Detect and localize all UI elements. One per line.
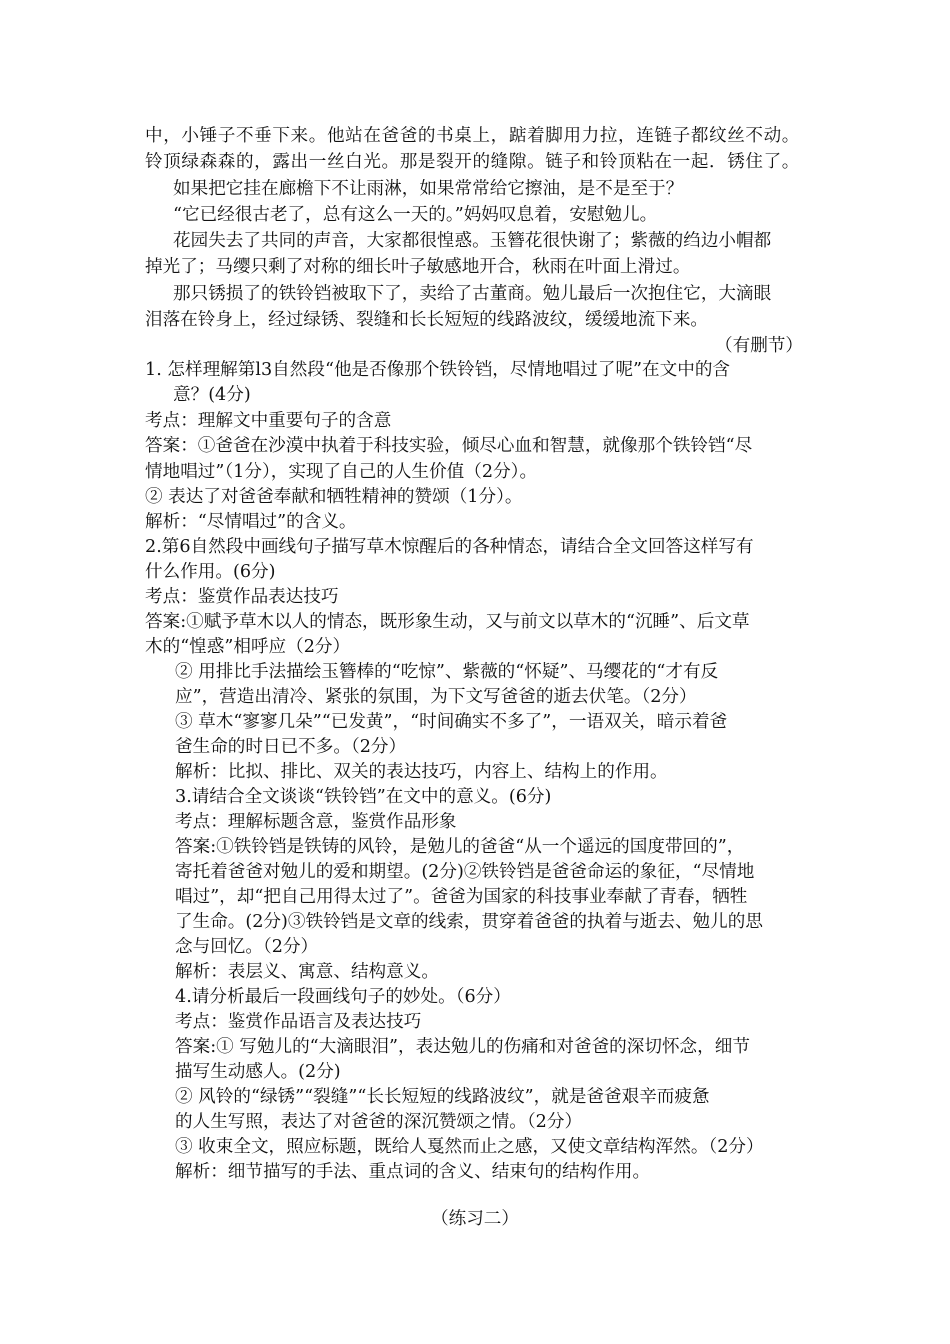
question-2-answer: 应”，营造出清冷、紧张的氛围，为下文写爸爸的逝去伏笔。（2分） bbox=[175, 687, 697, 707]
question-3-answer: 答案:①铁铃铛是铁铸的风铃，是勉儿的爸爸“从一个遥远的国度带回的”， bbox=[175, 837, 745, 857]
question-3-answer: 了生命。(2分)③铁铃铛是文章的线索，贯穿着爸爸的执着与逝去、勉儿的思 bbox=[175, 912, 763, 932]
question-4-answer: ② 风铃的“绿锈”“裂缝”“长长短短的线路波纹”，就是爸爸艰辛而疲惫 bbox=[175, 1087, 710, 1107]
question-2-point: 考点：鉴赏作品表达技巧 bbox=[145, 587, 339, 607]
story-line: 花园失去了共同的声音，大家都很惶惑。玉簪花很快谢了；紫薇的绉边小帽都 bbox=[173, 231, 772, 251]
question-4-analysis: 解析：细节描写的手法、重点词的含义、结束句的结构作用。 bbox=[175, 1162, 651, 1182]
question-2-analysis: 解析：比拟、排比、双关的表达技巧，内容上、结构上的作用。 bbox=[175, 762, 668, 782]
story-line: 那只锈损了的铁铃铛被取下了，卖给了古董商。勉儿最后一次抱住它，大滴眼 bbox=[173, 284, 772, 304]
question-4-answer: 的人生写照，表达了对爸爸的深沉赞颂之情。（2分） bbox=[175, 1112, 583, 1132]
story-line: 中，小锤子不垂下来。他站在爸爸的书桌上，踮着脚用力拉，连链子都纹丝不动。 bbox=[145, 126, 800, 146]
story-line: 铃顶绿森森的，露出一丝白光。那是裂开的缝隙。链子和铃顶粘在一起．锈住了。 bbox=[145, 152, 800, 172]
question-3-analysis: 解析：表层义、寓意、结构意义。 bbox=[175, 962, 439, 982]
section-heading: （练习二） bbox=[431, 1209, 519, 1229]
question-3-answer: 念与回忆。（2分） bbox=[175, 937, 319, 957]
question-1-answer: 答案：①爸爸在沙漠中执着于科技实验，倾尽心血和智慧，就像那个铁铃铛“尽 bbox=[145, 436, 753, 456]
question-4-answer: 答案:① 写勉儿的“大滴眼泪”，表达勉儿的伤痛和对爸爸的深切怀念，细节 bbox=[175, 1037, 750, 1057]
question-2-answer: ② 用排比手法描绘玉簪棒的“吃惊”、紫薇的“怀疑”、马缨花的“才有反 bbox=[175, 662, 719, 682]
question-3-answer: 寄托着爸爸对勉儿的爱和期望。(2分)②铁铃铛是爸爸命运的象征，“尽情地 bbox=[175, 862, 755, 882]
question-1-answer: ② 表达了对爸爸奉献和牺牲精神的赞颂（1分）。 bbox=[145, 487, 523, 507]
question-3-text: 3.请结合全文谈谈“铁铃铛”在文中的意义。(6分) bbox=[175, 787, 552, 807]
question-1-point: 考点：理解文中重要句子的含意 bbox=[145, 411, 392, 431]
story-line: 如果把它挂在廊檐下不让雨淋，如果常常给它擦油，是不是至于？ bbox=[173, 179, 684, 199]
question-3-point: 考点：理解标题含意，鉴赏作品形象 bbox=[175, 812, 457, 832]
question-2-answer: 答案:①赋予草木以人的情态，既形象生动，又与前文以草木的“沉睡”、后文草 bbox=[145, 612, 750, 632]
question-2-text: 2.第6自然段中画线句子描写草木惊醒后的各种情态，请结合全文回答这样写有 bbox=[145, 537, 754, 557]
story-line: 泪落在铃身上，经过绿锈、裂缝和长长短短的线路波纹，缓缓地流下来。 bbox=[145, 310, 709, 330]
question-1-analysis: 解析：“尽情唱过”的含义。 bbox=[145, 512, 357, 532]
question-4-answer: 描写生动感人。(2分) bbox=[175, 1062, 341, 1082]
question-1-text: 意？(4分) bbox=[173, 385, 251, 405]
story-line: “它已经很古老了，总有这么一天的。”妈妈叹息着，安慰勉儿。 bbox=[173, 205, 658, 225]
question-1-text: 1. 怎样理解第l3自然段“他是否像那个铁铃铛，尽情地唱过了呢”在文中的含 bbox=[145, 360, 731, 380]
abridged-note: （有删节） bbox=[715, 336, 803, 356]
question-2-answer: 木的“惶惑”相呼应（2分） bbox=[145, 637, 351, 657]
question-4-text: 4.请分析最后一段画线句子的妙处。（6分） bbox=[175, 987, 511, 1007]
question-2-text: 什么作用。(6分) bbox=[145, 562, 276, 582]
question-4-answer: ③ 收束全文，照应标题，既给人戛然而止之感，又使文章结构浑然。（2分） bbox=[175, 1137, 764, 1157]
question-2-answer: ③ 草木“寥寥几朵”“已发黄”，“时间确实不多了”，一语双关，暗示着爸 bbox=[175, 712, 728, 732]
question-2-answer: 爸生命的时日已不多。（2分） bbox=[175, 737, 407, 757]
question-4-point: 考点：鉴赏作品语言及表达技巧 bbox=[175, 1012, 422, 1032]
story-line: 掉光了；马缨只剩了对称的细长叶子敏感地开合，秋雨在叶面上滑过。 bbox=[145, 257, 691, 277]
question-1-answer: 情地唱过”（1分），实现了自己的人生价值（2分）。 bbox=[145, 462, 538, 482]
question-3-answer: 唱过”，却“把自己用得太过了”。爸爸为国家的科技事业奉献了青春，牺牲 bbox=[175, 887, 748, 907]
